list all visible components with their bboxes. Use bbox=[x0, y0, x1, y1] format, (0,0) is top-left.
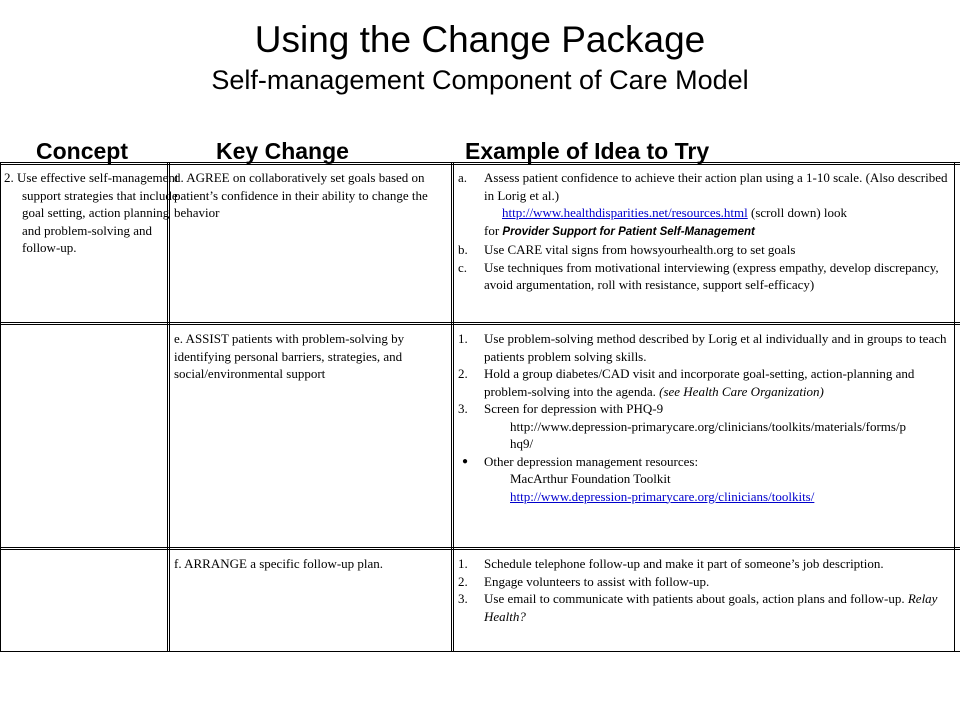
list-item bbox=[458, 453, 952, 471]
list-marker: 2. bbox=[458, 573, 468, 589]
list-marker: c. bbox=[458, 259, 468, 275]
list-item bbox=[458, 365, 952, 400]
column-divider-2 bbox=[451, 162, 452, 652]
key-change-cell: d. AGREE on collaboratively set goals based on patient’s confidence in their ability to change the behavior bbox=[174, 170, 428, 220]
list-item bbox=[458, 590, 952, 625]
row-divider-2b bbox=[0, 549, 960, 550]
resource-title: Provider Support for Patient Self-Management bbox=[502, 225, 755, 238]
column-divider-2b bbox=[453, 162, 454, 652]
bullet-icon: ● bbox=[462, 455, 469, 467]
link-suffix-text: (scroll down) look bbox=[751, 205, 848, 220]
column-header-concept: Concept bbox=[36, 138, 128, 164]
toolkit-link[interactable]: http://www.depression-primarycare.org/clinicians/toolkits/ bbox=[510, 488, 815, 504]
page-subtitle: Self-management Component of Care Model bbox=[211, 65, 749, 95]
row-divider-1b bbox=[0, 324, 960, 325]
list-item bbox=[458, 259, 952, 294]
row-divider-2 bbox=[0, 547, 960, 548]
list-item bbox=[458, 573, 952, 591]
list-item-text: Use problem-solving method described by Lorig et al individually and in groups to teach patients problem solving skills. bbox=[484, 331, 947, 364]
list-marker: 3. bbox=[458, 591, 468, 606]
example-cell bbox=[458, 330, 952, 505]
change-package-table bbox=[0, 162, 960, 652]
list-item bbox=[458, 241, 952, 259]
table-left-border bbox=[0, 162, 1, 652]
list-item-link-line bbox=[458, 204, 952, 222]
list-item-text: Use CARE vital signs from howsyourhealth.org to set goals bbox=[484, 242, 796, 257]
list-item bbox=[458, 330, 952, 365]
list-item-text: Schedule telephone follow-up and make it part of someone’s job description. bbox=[484, 556, 884, 571]
key-change-cell: f. ARRANGE a specific follow-up plan. bbox=[174, 556, 384, 571]
table-right-border bbox=[954, 162, 955, 652]
list-marker: 1. bbox=[458, 556, 468, 571]
table-top-border bbox=[0, 162, 960, 165]
list-item-italic-text: Relay Health? bbox=[484, 591, 938, 624]
list-item-text: Other depression management resources: bbox=[484, 453, 699, 469]
list-item bbox=[458, 555, 952, 573]
list-item-text: Engage volunteers to assist with follow-up. bbox=[484, 573, 710, 589]
toolkit-link-line bbox=[458, 488, 952, 506]
list-marker: a. bbox=[458, 170, 468, 185]
list-marker: 2. bbox=[458, 366, 468, 381]
list-item-text: Hold a group diabetes/CAD visit and incorporate goal-setting, action-planning and problem-solving into the agenda. bbox=[484, 366, 915, 399]
list-item bbox=[458, 400, 952, 418]
table-bottom-border bbox=[0, 651, 960, 652]
column-header-key-change: Key Change bbox=[216, 138, 349, 164]
list-item-italic-text: (see Health Care Organization) bbox=[659, 383, 824, 399]
page-title: Using the Change Package bbox=[254, 19, 706, 60]
for-text: for bbox=[484, 222, 500, 238]
concept-cell: 2. Use effective self-management support strategies that include goal setting, action planning and problem-solving and follow-up. bbox=[4, 170, 179, 255]
resources-link[interactable]: http://www.healthdisparities.net/resources.html bbox=[502, 205, 748, 220]
column-header-example: Example of Idea to Try bbox=[465, 138, 710, 164]
toolkit-name: MacArthur Foundation Toolkit bbox=[510, 471, 671, 486]
list-item-text: Use techniques from motivational interviewing (express empathy, develop discrepancy, avoid argumentation, roll with resistance, support self-efficacy) bbox=[484, 259, 939, 292]
list-marker: 1. bbox=[458, 331, 468, 346]
row-divider-1 bbox=[0, 322, 960, 323]
list-item-text: Use email to communicate with patients about goals, action plans and follow-up. bbox=[484, 591, 905, 606]
list-item bbox=[458, 169, 952, 204]
example-cell bbox=[458, 169, 952, 294]
list-item-text: Assess patient confidence to achieve their action plan using a 1-10 scale. (Also described in Lorig et al.) bbox=[484, 170, 948, 203]
list-marker: 3. bbox=[458, 401, 468, 416]
list-item-text: Screen for depression with PHQ-9 bbox=[484, 401, 664, 416]
example-cell bbox=[458, 555, 952, 625]
key-change-cell: e. ASSIST patients with problem-solving by identifying personal barriers, strategies, and social/environmental support bbox=[174, 331, 405, 381]
phq9-url-text: http://www.depression-primarycare.org/clinicians/toolkits/materials/forms/phq9/ bbox=[510, 418, 907, 451]
list-item-for-line bbox=[458, 222, 952, 242]
list-marker: b. bbox=[458, 242, 468, 257]
